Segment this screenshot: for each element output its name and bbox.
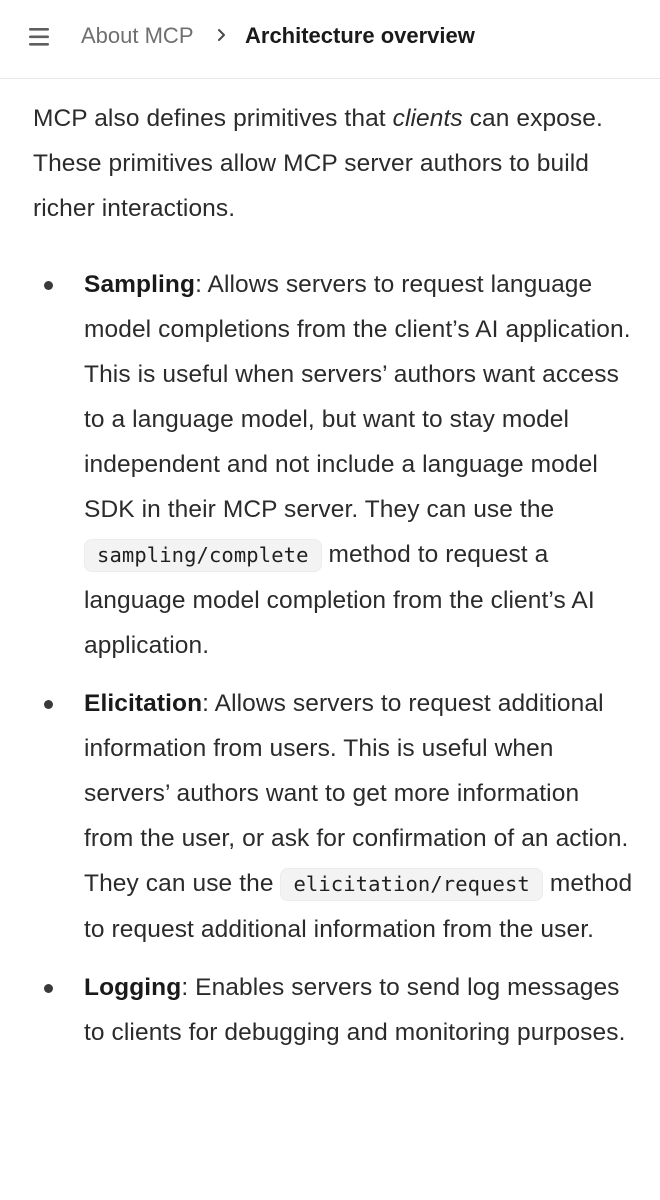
term-sampling: Sampling <box>84 271 196 298</box>
top-bar <box>0 0 660 79</box>
bullet-icon <box>44 984 53 993</box>
term-elicitation: Elicitation <box>84 690 203 717</box>
intro-paragraph <box>33 96 633 231</box>
list-item-sampling <box>33 262 633 668</box>
term-logging: Logging <box>84 974 182 1001</box>
hamburger-menu-icon[interactable] <box>26 22 58 54</box>
intro-text-before: MCP also defines primitives that <box>33 105 393 132</box>
logging-description: : Enables servers to send log messages to clients for debugging and monitoring purposes. <box>84 974 626 1046</box>
code-elicitation-request[interactable]: elicitation/request <box>280 868 542 901</box>
intro-text-after: can expose. These primitives allow MCP server authors to build richer interactions. <box>33 105 603 222</box>
list-item-elicitation <box>33 681 633 952</box>
bullet-icon <box>44 281 53 290</box>
elicitation-description: : Allows servers to request additional information from users. This is useful when servers’ authors want to get more information from the user, or ask for confirmation of an action. They can use the <box>84 690 629 897</box>
chevron-right-icon <box>215 25 229 45</box>
sampling-description-end: method to request a language model completion from the client’s AI application. <box>84 541 595 659</box>
code-sampling-complete[interactable]: sampling/complete <box>84 539 322 572</box>
bullet-icon <box>44 700 53 709</box>
list-item-logging <box>33 965 633 1055</box>
client-primitives-list <box>33 262 633 1068</box>
sampling-description: : Allows servers to request language model completions from the client’s AI application. This is useful when servers’ authors want access to a language model, but want to stay model independent and not include a language model SDK in their MCP server. They can use the <box>84 271 631 523</box>
intro-emphasis: clients <box>392 105 463 132</box>
elicitation-description-end: method to request additional information from the user. <box>84 870 633 943</box>
article-content <box>33 96 633 1046</box>
breadcrumb-parent-link[interactable]: About MCP <box>81 23 194 48</box>
breadcrumb-current-page: Architecture overview <box>245 23 475 48</box>
